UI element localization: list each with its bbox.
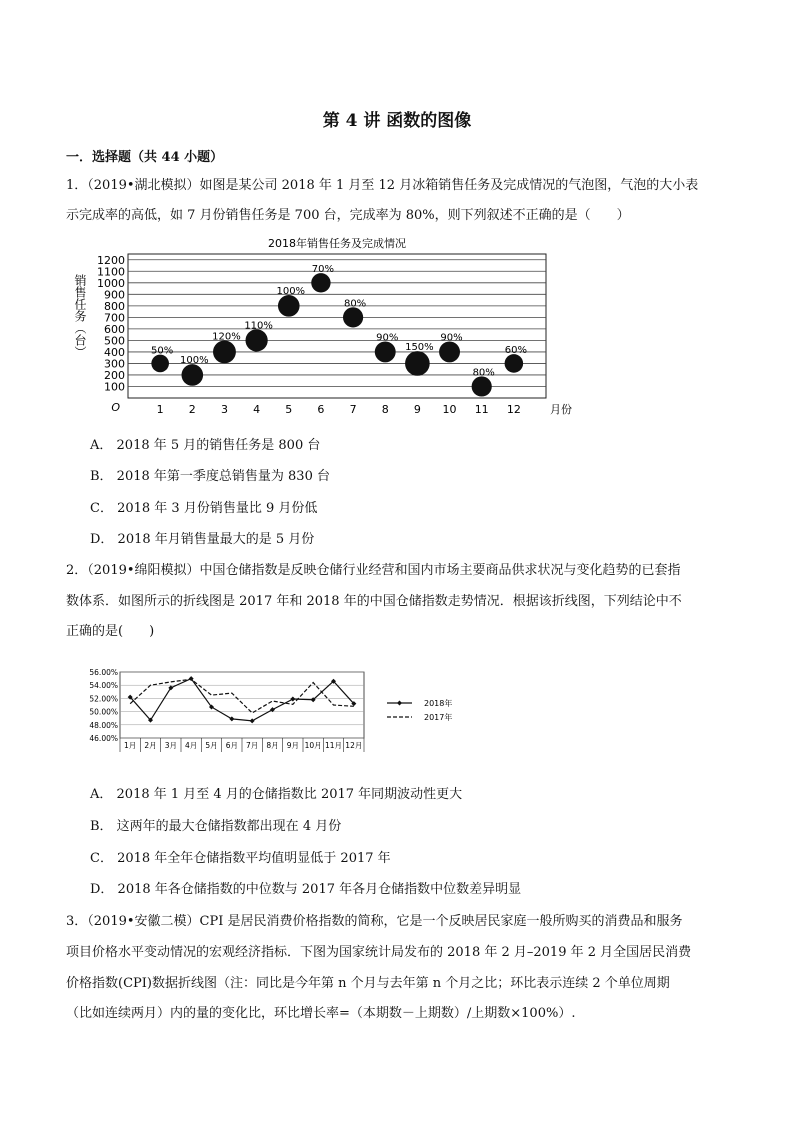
- q3-stem-line-4: （比如连续两月）内的量的变化比，环比增长率=（本期数－上期数）/上期数×100%）.: [66, 1006, 576, 1021]
- y-tick-label: 500: [104, 334, 125, 348]
- x-tick-label: 1: [156, 403, 164, 416]
- x-tick-label: 9月: [286, 741, 299, 750]
- bubble: [343, 307, 363, 327]
- y-tick-label: 52.00%: [89, 694, 118, 704]
- bubble-rate-label: 110%: [244, 320, 273, 332]
- bubble: [151, 355, 169, 373]
- y-tick-label: 48.00%: [89, 720, 118, 730]
- q1-stem-line-2: 示完成率的高低，如 7 月份销售任务是 700 台，完成率为 80%，则下列叙述不正确的是（ ）: [66, 208, 630, 223]
- origin-label: O: [111, 401, 120, 414]
- bubble: [311, 273, 330, 292]
- plot-frame: [120, 672, 364, 738]
- q3-stem-line-1: 3．（2019•安徽二模）CPI 是居民消费价格指数的简称，它是一个反映居民家庭一般所购买的消费品和服务: [66, 914, 683, 929]
- x-tick-label: 5: [285, 403, 293, 416]
- x-tick-label: 1月: [124, 741, 137, 750]
- bubble-chart: [70, 232, 572, 422]
- y-tick-label: 100: [104, 380, 125, 394]
- section-heading: 一．选择题（共 44 小题）: [66, 150, 224, 165]
- page-title: 第 4 讲 函数的图像: [322, 111, 472, 131]
- line-chart: [82, 660, 482, 760]
- y-tick-label: 50.00%: [89, 707, 118, 717]
- x-tick-label: 2月: [144, 741, 157, 750]
- x-tick-label: 3: [220, 403, 228, 416]
- x-tick-label: 3月: [164, 741, 177, 750]
- y-tick-label: 700: [104, 311, 125, 325]
- x-tick-label: 5月: [205, 741, 218, 750]
- bubble-rate-label: 150%: [405, 342, 434, 354]
- q2-option-b[interactable]: B． 这两年的最大仓储指数都出现在 4 月份: [90, 819, 342, 834]
- y-axis-label: 销售任务（台）: [73, 274, 87, 358]
- bubble: [182, 364, 204, 386]
- bubble: [439, 341, 460, 362]
- bubble-rate-label: 90%: [376, 332, 399, 344]
- x-tick-label: 10月: [304, 741, 322, 750]
- bubble: [472, 376, 492, 396]
- bubble-rate-label: 120%: [212, 331, 241, 343]
- y-tick-label: 1100: [97, 265, 125, 279]
- bubble: [505, 354, 524, 373]
- x-tick-label: 7: [349, 403, 357, 416]
- x-tick-label: 7月: [246, 741, 259, 750]
- series-point: [229, 716, 234, 721]
- q2-option-a[interactable]: A． 2018 年 1 月至 4 月的仓储指数比 2017 年同期波动性更大: [90, 787, 463, 802]
- bubble-rate-label: 80%: [343, 298, 367, 310]
- bubble: [213, 340, 236, 363]
- x-tick-label: 6月: [225, 741, 238, 750]
- q2-stem-line-1: 2．（2019•绵阳模拟）中国仓储指数是反映仓储行业经营和国内市场主要商品供求状况与变化趋势的已套指: [66, 563, 681, 578]
- y-tick-label: 200: [104, 368, 125, 382]
- q1-stem-line-1: 1．（2019•湖北模拟）如图是某公司 2018 年 1 月至 12 月冰箱销售任务及完成情况的气泡图，气泡的大小表: [66, 178, 699, 193]
- legend-label: 2018年: [424, 699, 453, 708]
- y-tick-label: 400: [104, 345, 125, 359]
- series-point: [290, 697, 295, 702]
- bubble-rate-label: 100%: [276, 286, 306, 298]
- bubble-rate-label: 60%: [504, 345, 527, 357]
- bubble: [375, 341, 396, 362]
- series-point: [250, 718, 255, 723]
- x-tick-label: 12: [506, 403, 521, 416]
- series-line-0: [130, 679, 354, 721]
- q3-stem-line-3: 价格指数(CPI)数据折线图（注：同比是今年第 n 个月与去年第 n 个月之比；环比表示连续 2 个单位周期: [66, 976, 670, 991]
- x-tick-label: 11: [474, 403, 489, 416]
- y-tick-label: 54.00%: [89, 681, 118, 691]
- q2-option-d[interactable]: D． 2018 年各仓储指数的中位数与 2017 年各月仓储指数中位数差异明显: [90, 882, 522, 897]
- y-tick-label: 46.00%: [89, 734, 118, 743]
- bubble-rate-label: 90%: [440, 332, 463, 344]
- x-tick-label: 11月: [324, 741, 343, 750]
- x-tick-label: 8: [381, 403, 389, 416]
- x-axis-label: 月份: [550, 403, 572, 416]
- bubble: [278, 295, 300, 317]
- y-tick-label: 56.00%: [89, 668, 118, 677]
- q2-stem-line-2: 数体系．如图所示的折线图是 2017 年和 2018 年的中国仓储指数走势情况．根据该折线图，下列结论中不: [66, 594, 682, 609]
- bubble-rate-label: 80%: [472, 367, 495, 379]
- bubble: [405, 351, 430, 376]
- y-tick-label: 1000: [97, 276, 125, 290]
- x-tick-label: 8月: [266, 741, 279, 750]
- series-line-1: [130, 679, 354, 713]
- y-tick-label: 900: [104, 288, 125, 302]
- y-tick-label: 800: [104, 299, 125, 313]
- chart-title: 2018年销售任务及完成情况: [268, 237, 406, 250]
- q2-option-c[interactable]: C． 2018 年全年仓储指数平均值明显低于 2017 年: [90, 851, 391, 866]
- legend-marker: [397, 701, 402, 706]
- q1-option-a[interactable]: A． 2018 年 5 月的销售任务是 800 台: [90, 438, 321, 453]
- x-tick-label: 6: [317, 403, 325, 416]
- legend-label: 2017年: [424, 713, 453, 722]
- q1-option-d[interactable]: D． 2018 年月销售量最大的是 5 月份: [90, 532, 315, 547]
- q3-stem-line-2: 项目价格水平变动情况的宏观经济指标．下图为国家统计局发布的 2018 年 2 月–2019 年 2 月全国居民消费: [66, 945, 692, 960]
- y-tick-label: 1200: [97, 253, 125, 267]
- x-tick-label: 10: [442, 403, 457, 416]
- x-tick-label: 9: [413, 403, 421, 416]
- x-tick-label: 12月: [345, 741, 363, 750]
- bubble-rate-label: 70%: [311, 264, 335, 276]
- x-tick-label: 4: [253, 403, 261, 416]
- bubble: [245, 329, 267, 351]
- y-tick-label: 300: [104, 357, 125, 371]
- bubble-rate-label: 50%: [151, 345, 174, 357]
- q2-stem-line-3: 正确的是( ): [66, 624, 155, 639]
- bubble-rate-label: 100%: [180, 355, 209, 367]
- x-tick-label: 2: [188, 403, 196, 416]
- q1-option-b[interactable]: B． 2018 年第一季度总销售量为 830 台: [90, 469, 330, 484]
- y-tick-label: 600: [104, 322, 125, 336]
- x-tick-label: 4月: [185, 741, 198, 750]
- q1-option-c[interactable]: C． 2018 年 3 月份销售量比 9 月份低: [90, 501, 318, 516]
